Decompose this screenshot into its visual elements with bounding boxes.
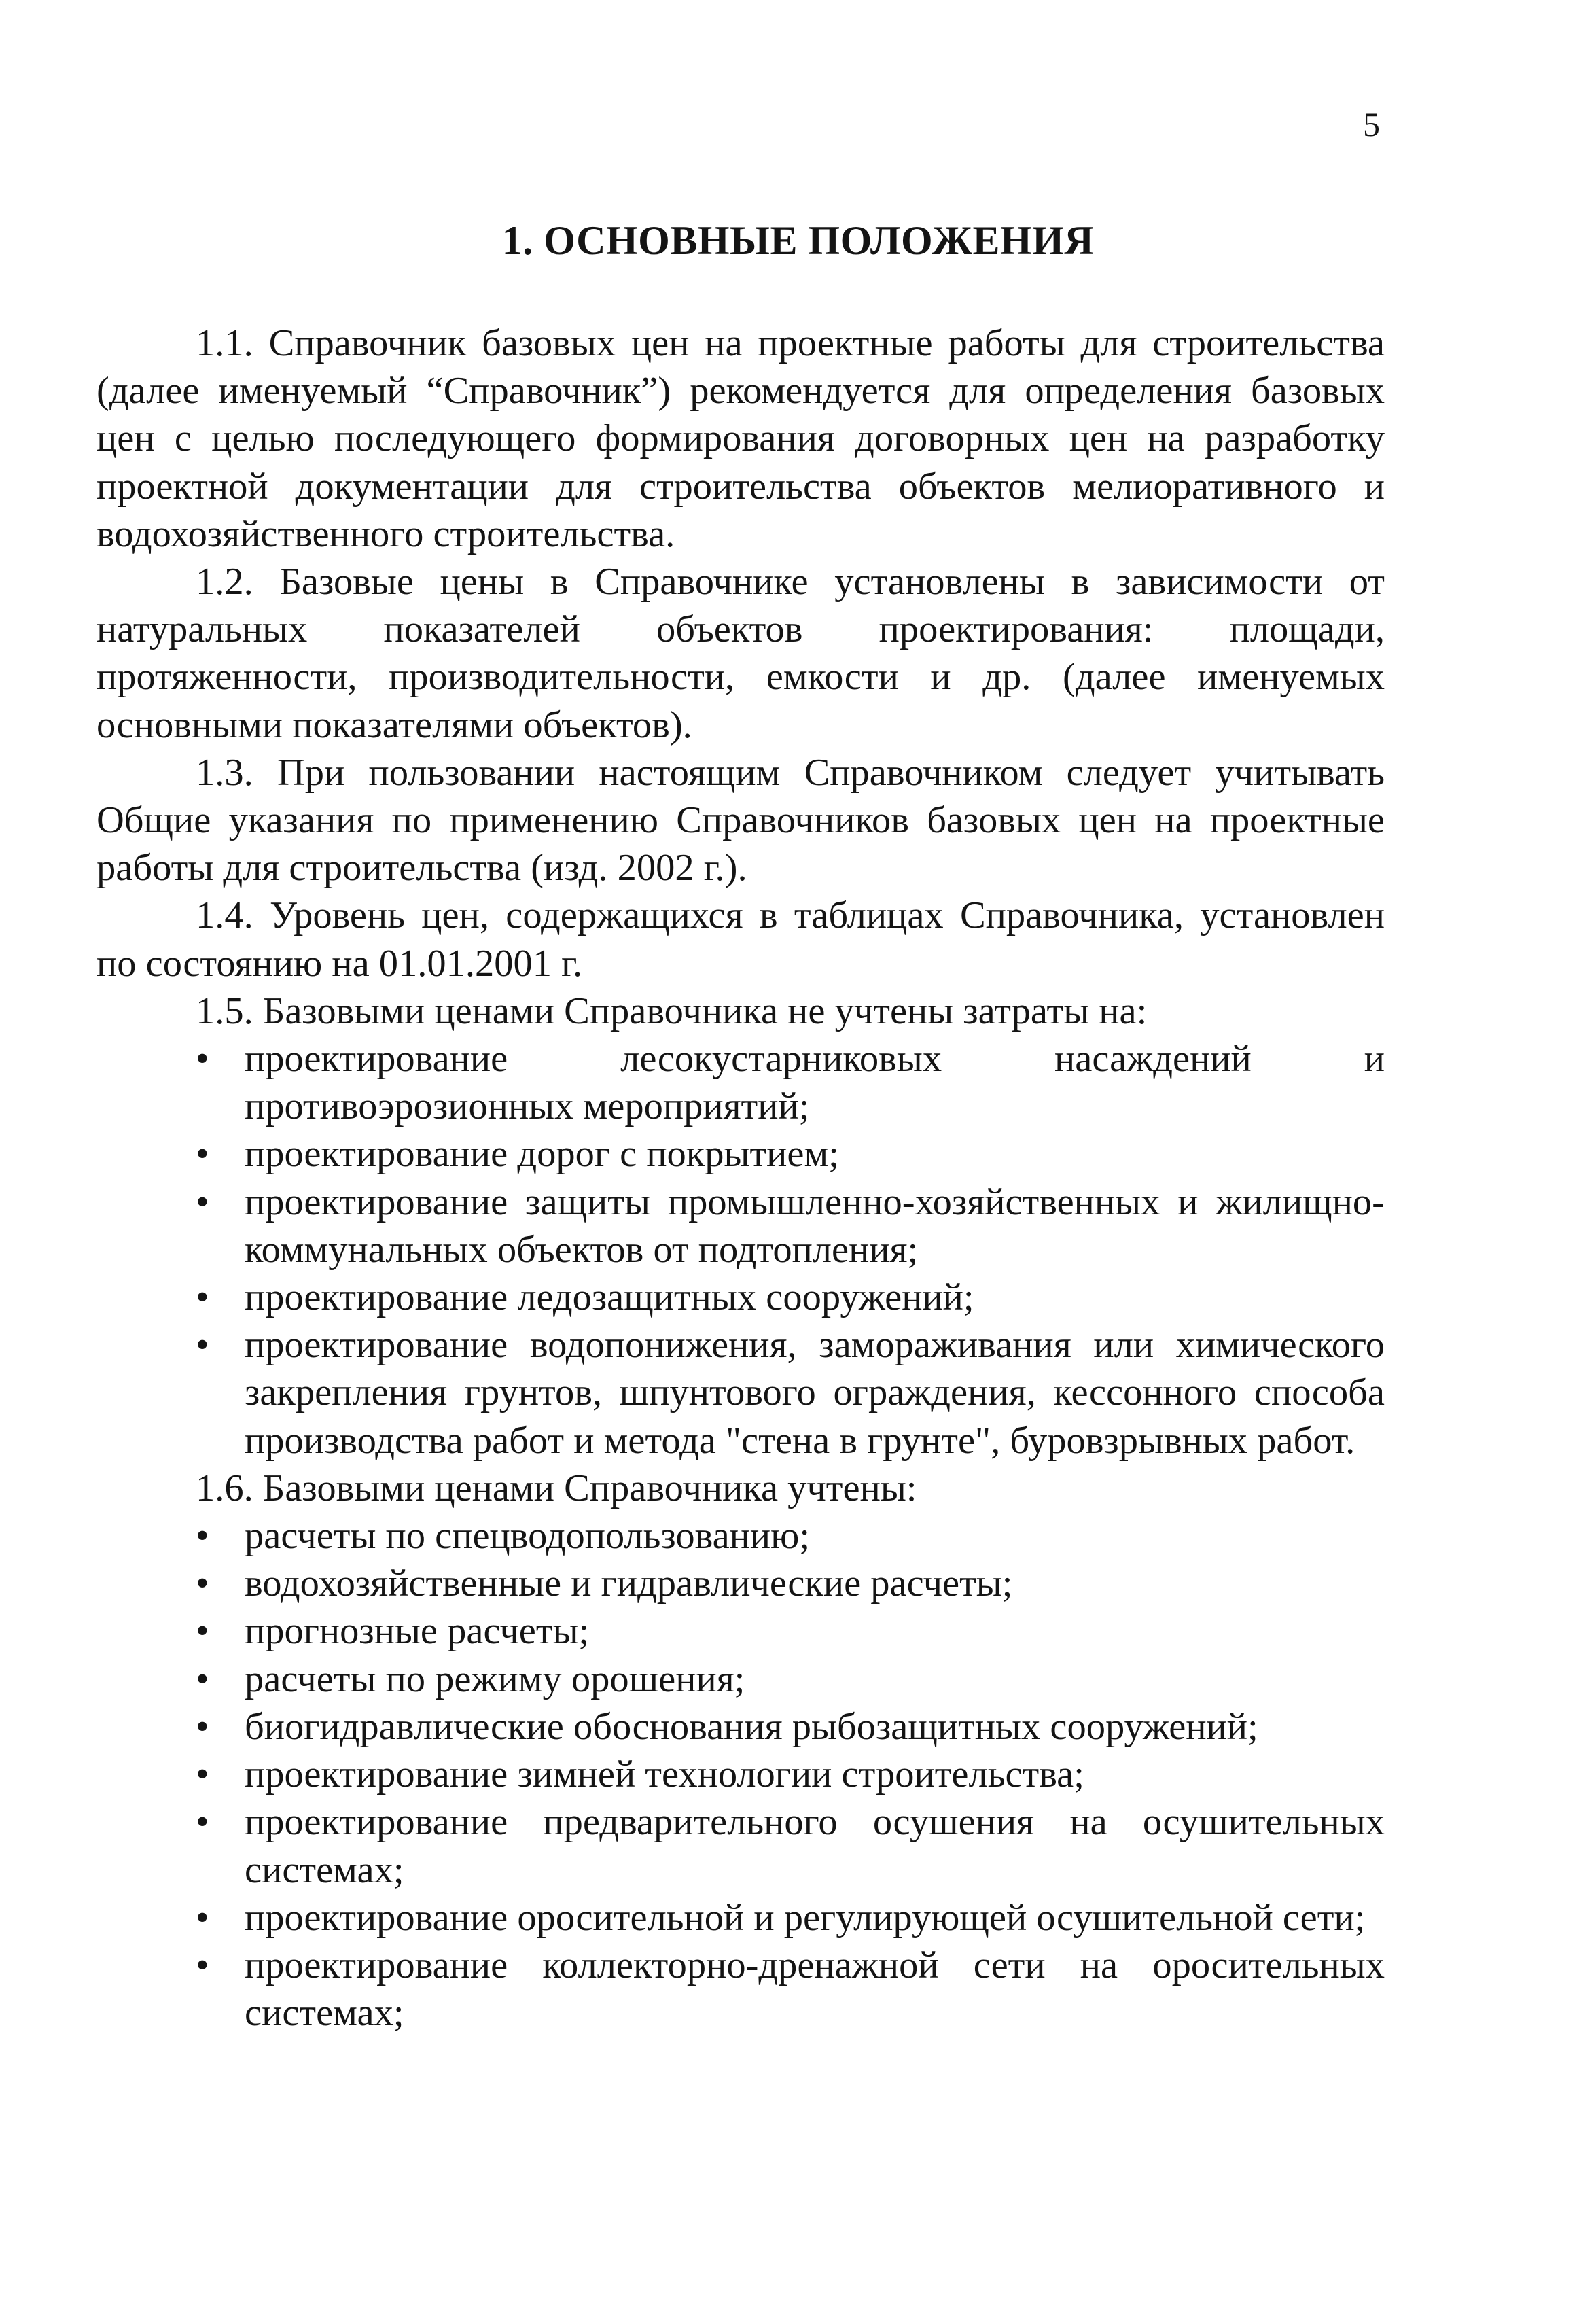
not-included-list: [96, 1035, 1385, 1465]
list-item: • биогидравлические обоснования рыбозащитных сооружений;: [96, 1703, 1385, 1751]
list-item: • проектирование дорог с покрытием;: [96, 1130, 1385, 1178]
list-item: • расчеты по режиму орошения;: [96, 1655, 1385, 1703]
list-item: • проектирование защиты промышленно-хозяйственных и жилищно-коммунальных объектов от подтопления;: [96, 1178, 1385, 1274]
paragraph-1-2: 1.2. Базовые цены в Справочнике установлены в зависимости от натуральных показателей объектов проектирования: площади, протяженности, производительности, емкости и др. (далее именуемых основными показателями объектов).: [96, 561, 1385, 746]
paragraph-1-6: 1.6. Базовыми ценами Справочника учтены:: [196, 1467, 917, 1509]
list-item: • прогнозные расчеты;: [96, 1607, 1385, 1655]
included-list: [96, 1512, 1385, 2037]
list-item: • проектирование зимней технологии строительства;: [96, 1751, 1385, 1798]
page-number: 5: [1363, 105, 1380, 143]
section-title: 1. ОСНОВНЫЕ ПОЛОЖЕНИЯ: [501, 218, 1095, 263]
list-item: • проектирование предварительного осушения на осушительных системах;: [96, 1798, 1385, 1893]
section-body: [96, 319, 1385, 2037]
paragraph-1-4: 1.4. Уровень цен, содержащихся в таблицах Справочника, установлен по состоянию на 01.01.2001 г.: [96, 894, 1385, 985]
list-item: • проектирование лесокустарниковых насаждений и противоэрозионных мероприятий;: [96, 1035, 1385, 1130]
paragraph-1-3: 1.3. При пользовании настоящим Справочником следует учитывать Общие указания по применению Справочников базовых цен на проектные работы для строительства (изд. 2002 г.).: [96, 751, 1385, 890]
paragraph-1-1: 1.1. Справочник базовых цен на проектные работы для строительства (далее именуемый “Справочник”) рекомендуется для определения базовых цен с целью последующего формирования договорных цен на разработку проектной документации для строительства объектов мелиоративного и водохозяйственного строительства.: [96, 322, 1385, 555]
list-item: • проектирование оросительной и регулирующей осушительной сети;: [96, 1894, 1385, 1942]
list-item: • проектирование коллекторно-дренажной сети на оросительных системах;: [96, 1942, 1385, 2037]
list-item: • проектирование ледозащитных сооружений;: [96, 1274, 1385, 1321]
list-item: • водохозяйственные и гидравлические расчеты;: [96, 1560, 1385, 1607]
list-item: • расчеты по спецводопользованию;: [96, 1512, 1385, 1560]
list-item: • проектирование водопонижения, замораживания или химического закрепления грунтов, шпунтового ограждения, кессонного способа производства работ и метода "стена в грунте", буровзрывных работ.: [96, 1321, 1385, 1465]
paragraph-1-5: 1.5. Базовыми ценами Справочника не учтены затраты на:: [196, 989, 1148, 1032]
